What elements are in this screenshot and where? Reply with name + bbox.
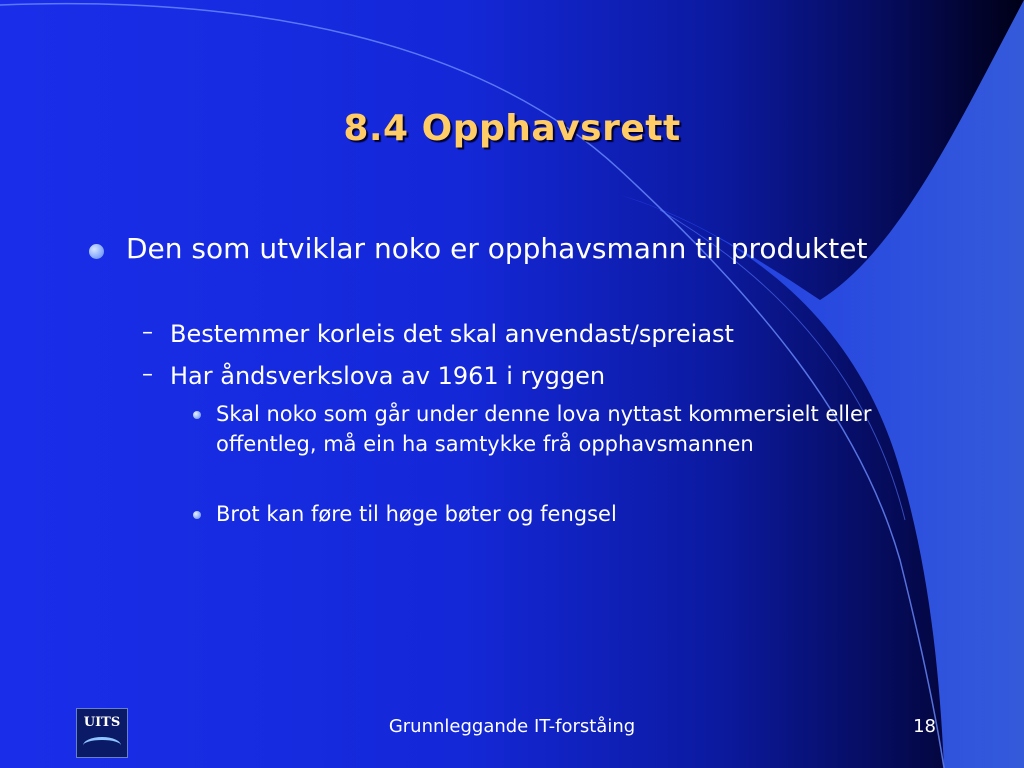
uits-logo: [76, 708, 128, 758]
page-number: 18: [913, 716, 936, 737]
bullet-level1: Den som utviklar noko er opphavsmann til produktet: [126, 232, 868, 265]
logo-swoosh-icon: [83, 737, 121, 754]
dash-bullet-icon: –: [142, 362, 153, 387]
bullet-level2-item: Har åndsverkslova av 1961 i ryggen: [170, 362, 606, 390]
logo-text: UITS: [83, 715, 121, 730]
bullet-dot-icon: [193, 411, 201, 419]
footer-text: Grunnleggande IT-forståing: [388, 716, 636, 737]
dash-bullet-icon: –: [142, 320, 153, 345]
bullet-level3-item: Skal noko som går under denne lova nyttast kommersielt eller offentleg, må ein ha samtykke frå opphavsmannen: [216, 402, 872, 456]
slide-title: 8.4 Opphavsrett: [343, 108, 681, 149]
bullet-level2-item: Bestemmer korleis det skal anvendast/spreiast: [170, 320, 734, 348]
bullet-dot-icon: [89, 244, 104, 259]
bullet-dot-icon: [193, 511, 201, 519]
bullet-level3-item: Brot kan føre til høge bøter og fengsel: [216, 502, 617, 526]
